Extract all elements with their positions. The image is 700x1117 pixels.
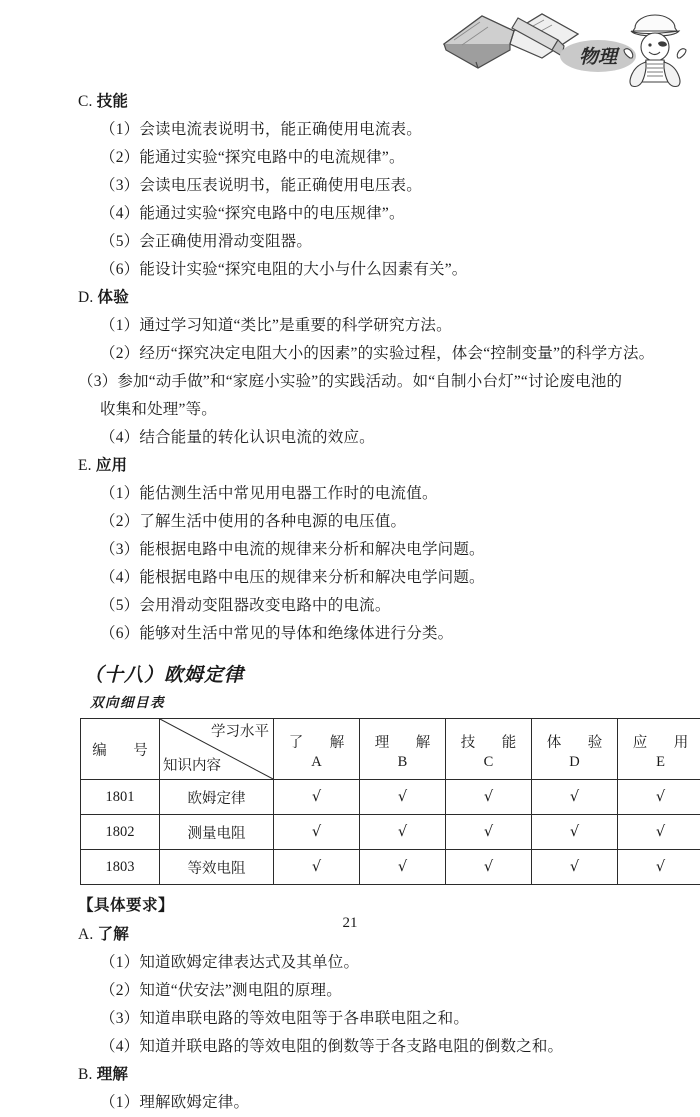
cell-id: 1803 bbox=[81, 850, 160, 885]
check-icon: √ bbox=[360, 815, 446, 850]
column-header-level-b bbox=[360, 719, 446, 780]
table-header-row bbox=[81, 719, 700, 780]
column-header-level-c-code: C bbox=[446, 753, 531, 772]
requirement-letter-A: A. bbox=[78, 926, 93, 943]
requirement-title-A: 了解 bbox=[98, 926, 129, 943]
check-icon: √ bbox=[446, 850, 532, 885]
requirement-section-B bbox=[78, 1061, 623, 1117]
list-item: （2）知道“伏安法”测电阻的原理。 bbox=[78, 977, 623, 1005]
list-item: （4）知道并联电路的等效电阻的倒数等于各支路电阻的倒数之和。 bbox=[78, 1033, 623, 1061]
list-item: （1）通过学习知道“类比”是重要的科学研究方法。 bbox=[78, 312, 623, 340]
section-letter-C: C. bbox=[78, 93, 93, 110]
list-item: （1）理解欧姆定律。 bbox=[78, 1089, 623, 1117]
requirement-section-A bbox=[78, 921, 623, 1061]
cell-id: 1802 bbox=[81, 815, 160, 850]
page-number: 21 bbox=[0, 915, 700, 932]
cell-topic: 等效电阻 bbox=[160, 850, 274, 885]
section-heading-D bbox=[78, 284, 623, 312]
section-title-C: 技能 bbox=[97, 93, 128, 110]
list-item: （3）参加“动手做”和“家庭小实验”的实践活动。如“自制小台灯”“讨论废电池的收集和处理”等。 bbox=[78, 368, 623, 424]
requirement-title-B: 理解 bbox=[97, 1066, 128, 1083]
check-icon: √ bbox=[274, 780, 360, 815]
check-icon: √ bbox=[446, 815, 532, 850]
column-header-id bbox=[81, 719, 160, 780]
check-icon: √ bbox=[360, 780, 446, 815]
section-heading-E bbox=[78, 452, 623, 480]
section-D bbox=[78, 284, 623, 452]
list-item: （5）会正确使用滑动变阻器。 bbox=[78, 228, 623, 256]
list-item: （6）能够对生活中常见的导体和绝缘体进行分类。 bbox=[78, 620, 623, 648]
cell-topic: 欧姆定律 bbox=[160, 780, 274, 815]
column-header-level-b-label: 理 解 bbox=[369, 735, 437, 751]
check-icon: √ bbox=[532, 815, 618, 850]
column-header-level-e-code: E bbox=[618, 753, 700, 772]
column-header-split-corner bbox=[160, 719, 274, 780]
list-item: （1）能估测生活中常见用电器工作时的电流值。 bbox=[78, 480, 623, 508]
list-item: （3）知道串联电路的等效电阻等于各串联电阻之和。 bbox=[78, 1005, 623, 1033]
list-item: （1）会读电流表说明书，能正确使用电流表。 bbox=[78, 116, 623, 144]
check-icon: √ bbox=[360, 850, 446, 885]
list-item: （6）能设计实验“探究电阻的大小与什么因素有关”。 bbox=[78, 256, 623, 284]
section-letter-E: E. bbox=[78, 457, 92, 474]
column-header-level-b-code: B bbox=[360, 753, 445, 772]
list-item: （4）结合能量的转化认识电流的效应。 bbox=[78, 424, 623, 452]
check-icon: √ bbox=[618, 850, 700, 885]
section-E bbox=[78, 452, 623, 648]
requirements-heading: 【具体要求】 bbox=[78, 891, 623, 921]
section-C bbox=[78, 88, 623, 284]
section-heading-C bbox=[78, 88, 623, 116]
cell-id: 1801 bbox=[81, 780, 160, 815]
subject-badge-label: 物理 bbox=[579, 46, 621, 68]
list-item: （2）了解生活中使用的各种电源的电压值。 bbox=[78, 508, 623, 536]
list-item: （2）能通过实验“探究电路中的电流规律”。 bbox=[78, 144, 623, 172]
list-item: （3）会读电压表说明书，能正确使用电压表。 bbox=[78, 172, 623, 200]
list-item: （5）会用滑动变阻器改变电路中的电流。 bbox=[78, 592, 623, 620]
column-header-id-label: 编 号 bbox=[86, 743, 154, 759]
subject-badge bbox=[560, 40, 636, 72]
list-item: （2）经历“探究决定电阻大小的因素”的实验过程，体会“控制变量”的科学方法。 bbox=[78, 340, 623, 368]
check-icon: √ bbox=[274, 815, 360, 850]
list-item: （1）知道欧姆定律表达式及其单位。 bbox=[78, 949, 623, 977]
two-way-specification-table bbox=[80, 718, 700, 885]
corner-level-label: 学习水平 bbox=[211, 723, 269, 741]
column-header-level-d-code: D bbox=[532, 753, 617, 772]
column-header-level-a-code: A bbox=[274, 753, 359, 772]
check-icon: √ bbox=[446, 780, 532, 815]
page-content bbox=[78, 88, 623, 1117]
column-header-level-a-label: 了 解 bbox=[283, 735, 351, 751]
list-item: （3）能根据电路中电流的规律来分析和解决电学问题。 bbox=[78, 536, 623, 564]
check-icon: √ bbox=[618, 815, 700, 850]
list-item: （4）能通过实验“探究电路中的电压规律”。 bbox=[78, 200, 623, 228]
column-header-level-e-label: 应 用 bbox=[627, 735, 695, 751]
column-header-level-e bbox=[618, 719, 700, 780]
check-icon: √ bbox=[618, 780, 700, 815]
chapter-subtitle: 双向细目表 bbox=[90, 692, 623, 714]
corner-content-label: 知识内容 bbox=[163, 757, 221, 775]
column-header-level-d-label: 体 验 bbox=[541, 735, 609, 751]
column-header-level-a bbox=[274, 719, 360, 780]
table-row bbox=[81, 780, 700, 815]
requirement-letter-B: B. bbox=[78, 1066, 93, 1083]
cell-topic: 测量电阻 bbox=[160, 815, 274, 850]
column-header-level-c bbox=[446, 719, 532, 780]
section-title-E: 应用 bbox=[96, 457, 127, 474]
requirement-heading-B bbox=[78, 1061, 623, 1089]
check-icon: √ bbox=[532, 780, 618, 815]
page-header-artwork bbox=[430, 0, 692, 88]
chapter-title: （十八）欧姆定律 bbox=[84, 658, 623, 692]
check-icon: √ bbox=[274, 850, 360, 885]
check-icon: √ bbox=[532, 850, 618, 885]
list-item: （4）能根据电路中电压的规律来分析和解决电学问题。 bbox=[78, 564, 623, 592]
table-row bbox=[81, 815, 700, 850]
table-row bbox=[81, 850, 700, 885]
table-body bbox=[81, 780, 700, 885]
column-header-level-d bbox=[532, 719, 618, 780]
table-header bbox=[81, 719, 700, 780]
section-letter-D: D. bbox=[78, 289, 93, 306]
column-header-level-c-label: 技 能 bbox=[455, 735, 523, 751]
section-title-D: 体验 bbox=[98, 289, 129, 306]
